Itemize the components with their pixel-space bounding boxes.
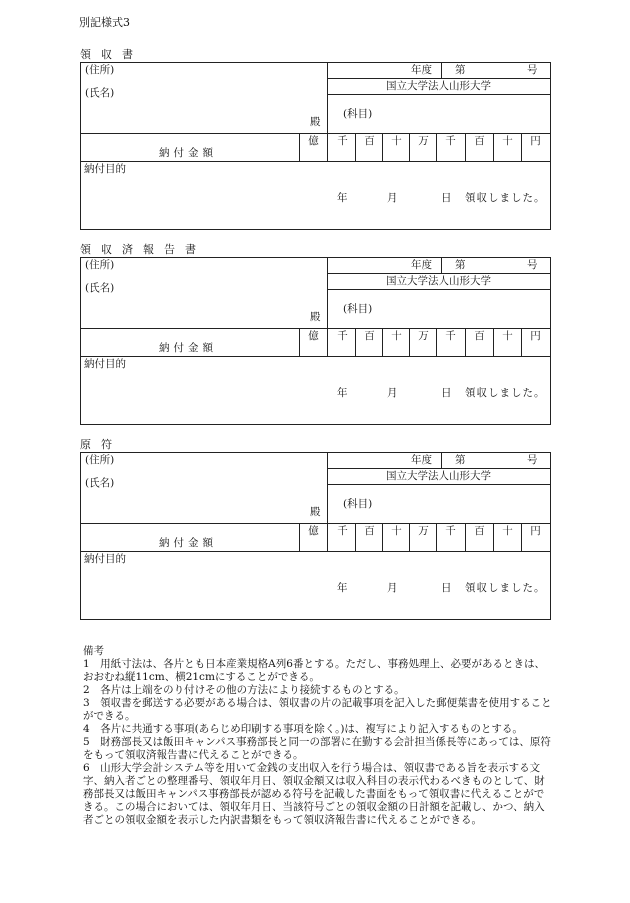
divider	[327, 484, 550, 485]
divider	[327, 133, 328, 161]
form-label: 別記様式3	[79, 16, 130, 29]
amount-unit: 千	[337, 135, 348, 147]
note-item: 5 財務部長又は飯田キャンパス事務部長と同一の部署に在勤する会計担当係長等にあっては、原符をもって領収済報告書に代えることができる。	[83, 736, 551, 761]
amount-unit: 十	[502, 525, 513, 537]
amount-label: 納付金額	[159, 537, 217, 549]
address-label: (住所)	[85, 259, 115, 271]
amount-unit: 十	[391, 330, 402, 342]
divider	[327, 468, 550, 469]
honorific: 殿	[310, 311, 321, 323]
received-text: 領収しました。	[465, 582, 546, 594]
divider	[327, 273, 550, 274]
date-year: 年	[337, 192, 348, 204]
number-prefix: 第	[455, 64, 466, 76]
honorific: 殿	[310, 506, 321, 518]
honorific: 殿	[310, 116, 321, 128]
number-suffix: 号	[527, 259, 538, 271]
divider	[327, 78, 550, 79]
divider	[81, 161, 550, 162]
amount-label: 納付金額	[159, 147, 217, 159]
section-title: 原符	[80, 438, 122, 451]
amount-unit: 百	[364, 330, 375, 342]
divider	[441, 258, 442, 273]
amount-unit: 千	[445, 330, 456, 342]
date-month: 月	[387, 192, 398, 204]
university-name: 国立大学法人山形大学	[386, 80, 491, 92]
amount-unit: 百	[474, 135, 485, 147]
amount-unit: 十	[502, 135, 513, 147]
amount-unit: 百	[474, 525, 485, 537]
subject-label: (科目)	[343, 108, 373, 120]
amount-unit: 万	[418, 330, 429, 342]
name-label: (氏名)	[85, 477, 115, 489]
purpose-label: 納付目的	[84, 553, 126, 565]
purpose-label: 納付目的	[84, 163, 126, 175]
amount-unit: 十	[391, 135, 402, 147]
amount-unit: 円	[530, 525, 541, 537]
number-suffix: 号	[527, 454, 538, 466]
divider	[327, 258, 328, 328]
divider	[327, 94, 550, 95]
received-text: 領収しました。	[465, 387, 546, 399]
fiscal-year-label: 年度	[411, 64, 432, 76]
note-item: 3 領収書を郵送する必要がある場合は、領収書の片の記載事項を記入した郵便葉書を使用することができる。	[83, 697, 552, 722]
amount-unit: 十	[391, 525, 402, 537]
subject-label: (科目)	[343, 303, 373, 315]
university-name: 国立大学法人山形大学	[386, 470, 491, 482]
date-day: 日	[441, 192, 452, 204]
date-year: 年	[337, 387, 348, 399]
divider	[327, 453, 328, 523]
amount-unit: 千	[445, 525, 456, 537]
purpose-label: 納付目的	[84, 358, 126, 370]
number-suffix: 号	[527, 64, 538, 76]
divider	[81, 356, 550, 357]
divider	[327, 63, 328, 133]
divider	[81, 523, 550, 524]
note-item: 4 各片に共通する事項(あらじめ印刷する事項を除く。)は、複写により記入するものとする。	[83, 723, 523, 735]
notes	[83, 645, 553, 827]
amount-unit: 百	[474, 330, 485, 342]
fiscal-year-label: 年度	[411, 259, 432, 271]
amount-unit: 億	[308, 135, 319, 147]
amount-unit: 万	[418, 525, 429, 537]
amount-unit: 千	[337, 525, 348, 537]
amount-unit: 十	[502, 330, 513, 342]
amount-unit: 百	[364, 135, 375, 147]
date-year: 年	[337, 582, 348, 594]
address-label: (住所)	[85, 454, 115, 466]
section-title: 領収済報告書	[80, 243, 206, 256]
form-box	[80, 257, 551, 425]
fiscal-year-label: 年度	[411, 454, 432, 466]
amount-unit: 円	[530, 330, 541, 342]
section-title: 領収書	[80, 48, 143, 61]
divider	[327, 328, 328, 356]
amount-unit: 千	[445, 135, 456, 147]
amount-unit: 億	[308, 330, 319, 342]
date-day: 日	[441, 582, 452, 594]
date-day: 日	[441, 387, 452, 399]
amount-unit: 万	[418, 135, 429, 147]
amount-unit: 千	[337, 330, 348, 342]
received-text: 領収しました。	[465, 192, 546, 204]
name-label: (氏名)	[85, 282, 115, 294]
date-month: 月	[387, 387, 398, 399]
divider	[441, 453, 442, 468]
name-label: (氏名)	[85, 87, 115, 99]
divider	[81, 328, 550, 329]
number-prefix: 第	[455, 454, 466, 466]
form-box	[80, 452, 551, 620]
date-month: 月	[387, 582, 398, 594]
amount-unit: 百	[364, 525, 375, 537]
amount-unit: 円	[530, 135, 541, 147]
divider	[327, 289, 550, 290]
subject-label: (科目)	[343, 498, 373, 510]
amount-unit: 億	[308, 525, 319, 537]
divider	[81, 551, 550, 552]
note-item: 1 用紙寸法は、各片とも日本産業規格A列6番とする。ただし、事務処理上、必要があるときは、おおむね縦11cm、横21cmにすることができる。	[83, 658, 545, 683]
number-prefix: 第	[455, 259, 466, 271]
form-box	[80, 62, 551, 230]
address-label: (住所)	[85, 64, 115, 76]
amount-label: 納付金額	[159, 342, 217, 354]
university-name: 国立大学法人山形大学	[386, 275, 491, 287]
divider	[81, 133, 550, 134]
notes-heading: 備考	[83, 645, 104, 657]
note-item: 2 各片は上端をのり付けその他の方法により接続するものとする。	[83, 684, 405, 696]
note-item: 6 山形大学会計システム等を用いて金銭の支出収入を行う場合は、領収書である旨を表示する文字、納入者ごとの整理番号、領収年月日、領収金額又は収入科目の表示代わるべきものとして、財務部長又は飯田キャンパス事務部長が認める符号を記載した書面をもって領収書に代えることができる。この場合においては、領収年月日、当該符号ごとの領収金額の日計額を記載し、かつ、納入者ごとの領収金額を表示した内訳書類をもって領収済報告書に代えることができる。	[83, 762, 545, 826]
divider	[441, 63, 442, 78]
divider	[327, 523, 328, 551]
